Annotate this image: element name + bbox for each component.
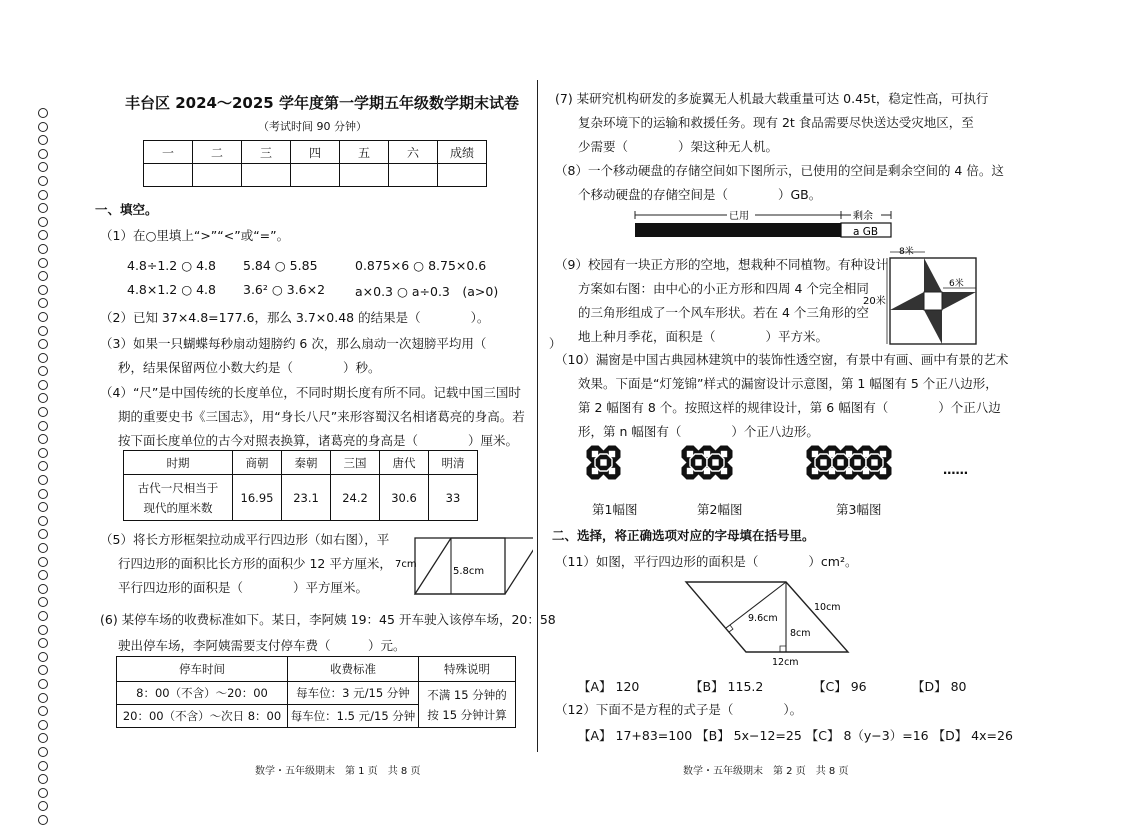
binding-hole: [38, 679, 48, 689]
fee-note: 不满 15 分钟的 按 15 分钟计算: [419, 682, 516, 728]
q10-caption: 第3幅图: [836, 502, 882, 517]
binding-hole: [38, 761, 48, 771]
binding-hole: [38, 393, 48, 403]
q7-text: 复杂环境下的运输和救援任务。现有 2t 食品需要尽快送达受灾地区，至: [578, 115, 974, 130]
binding-hole: [38, 693, 48, 703]
binding-hole: [38, 733, 48, 743]
score-cell[interactable]: [340, 164, 389, 187]
binding-hole: [38, 489, 48, 499]
binding-hole: [38, 720, 48, 730]
hole: [837, 459, 843, 465]
binding-hole: [38, 230, 48, 240]
q12-text: （12）下面不是方程的式子是（ ）。: [555, 702, 803, 717]
q7-text: (7) 某研究机构研发的多旋翼无人机最大载重量可达 0.45t，稳定性高，可执行: [555, 91, 989, 106]
q9-text: 地上种月季花，面积是（ ）平方米。: [578, 329, 829, 344]
q10-text: 第 2 幅图有 8 个。按照这样的规律设计，第 6 幅图有（ ）个正八边: [578, 400, 1001, 415]
binding-hole: [38, 516, 48, 526]
q5-text: 平行四边形的面积是（ ）平方厘米。: [118, 580, 369, 595]
binding-hole: [38, 638, 48, 648]
binding-hole: [38, 706, 48, 716]
score-header: 一: [144, 141, 193, 164]
q11-text: （11）如图，平行四边形的面积是（ ）cm²。: [555, 554, 858, 569]
q1-item: 4.8÷1.2 ○ 4.8: [127, 258, 216, 273]
q5-height-label: 5.8cm: [453, 566, 485, 577]
binding-hole: [38, 285, 48, 295]
binding-hole: [38, 570, 48, 580]
binding-hole: [38, 149, 48, 159]
q12-options[interactable]: 【A】 17+83=100 【B】 5x−12=25 【C】 8（y−3）=16 【D】 4x=26: [578, 728, 1013, 743]
binding-hole: [38, 652, 48, 662]
row-label: 古代一尺相当于 现代的厘米数: [124, 475, 233, 521]
table-cell: 8：00（不含）～20：00: [117, 682, 288, 705]
lattice-fig-2: [680, 442, 815, 498]
q10-text: （10）漏窗是中国古典园林建筑中的装饰性透空窗，有景中有画、画中有景的艺术: [555, 352, 1009, 367]
remain-amount: a GB: [853, 226, 879, 238]
binding-hole: [38, 502, 48, 512]
used-label: 已用: [729, 211, 749, 222]
used-bar: [635, 223, 841, 237]
q8-text: 个移动硬盘的存储空间是（ ）GB。: [578, 187, 822, 202]
table-cell: 16.95: [233, 475, 282, 521]
page-divider: [537, 80, 538, 752]
q7-text: 少需要（ ）架这种无人机。: [578, 139, 779, 154]
q5-text: （5）将长方形框架拉动成平行四边形（如右图），平: [100, 532, 390, 547]
binding-hole: [38, 271, 48, 281]
binding-hole: [38, 543, 48, 553]
q10-ellipsis: ……: [943, 462, 968, 477]
remain-label: 剩余: [853, 211, 873, 222]
q5-text: 行四边形的面积比长方形的面积少 12 平方厘米，: [118, 556, 392, 571]
q1-item: 0.875×6 ○ 8.75×0.6: [355, 258, 487, 273]
score-cell[interactable]: [291, 164, 340, 187]
binding-hole: [38, 203, 48, 213]
length-table: [123, 450, 478, 521]
binding-hole: [38, 122, 48, 132]
q1-item: 4.8×1.2 ○ 4.8: [127, 282, 216, 297]
score-header: 四: [291, 141, 340, 164]
binding-hole: [38, 557, 48, 567]
table-cell: 24.2: [331, 475, 380, 521]
q4-text: 按下面长度单位的古今对照表换算，诸葛亮的身高是（ ）厘米。: [118, 433, 519, 448]
score-cell[interactable]: [193, 164, 242, 187]
q10-text: 效果。下面是“灯笼锦”样式的漏窗设计示意图，第 1 幅图有 5 个正八边形，: [578, 376, 998, 391]
score-header: 五: [340, 141, 389, 164]
q8-figure: [633, 206, 895, 240]
table-cell: 30.6: [380, 475, 429, 521]
table-header: 三国: [331, 451, 380, 475]
table-header: 收费标准: [288, 657, 419, 682]
binding-hole: [38, 135, 48, 145]
table-header: 唐代: [380, 451, 429, 475]
score-table: [143, 140, 487, 187]
hole: [695, 459, 701, 465]
q10-text: 形，第 n 幅图有（ ）个正八边形。: [578, 424, 819, 439]
q11-option-c[interactable]: 【C】 96: [813, 679, 867, 694]
q9-text: 的三角形组成了一个风车形状。若在 4 个三角形的空: [578, 305, 869, 320]
q4-text: （4）“尺”是中国传统的长度单位，不同时期长度有所不同。记载中国三国时: [100, 385, 521, 400]
q1-text: （1）在○里填上“>”“<”或“=”。: [100, 228, 290, 243]
q3-text: （3）如果一只蝴蝶每秒扇动翅膀约 6 次，那么扇动一次翅膀平均用（ ）: [100, 336, 562, 351]
table-cell: 每车位：1.5 元/15 分钟: [288, 705, 419, 728]
score-header: 二: [193, 141, 242, 164]
q11-side-label: 10cm: [814, 602, 841, 613]
q9-figure: [863, 244, 983, 346]
binding-hole: [38, 407, 48, 417]
q2-text: （2）已知 37×4.8=177.6，那么 3.7×0.48 的结果是（ ）。: [100, 310, 490, 325]
page-footer-right: 数学・五年级期末 第 2 页 共 8 页: [683, 766, 849, 777]
table-cell: 每车位：3 元/15 分钟: [288, 682, 419, 705]
table-header: 时期: [124, 451, 233, 475]
table-header: 停车时间: [117, 657, 288, 682]
binding-hole: [38, 326, 48, 336]
binding-hole: [38, 298, 48, 308]
hole: [820, 459, 826, 465]
binding-hole: [38, 353, 48, 363]
q1-item: 5.84̇ ○ 5.85: [243, 258, 318, 273]
binding-hole: [38, 461, 48, 471]
table-cell: 20：00（不含）～次日 8：00: [117, 705, 288, 728]
exam-duration: （考试时间 90 分钟）: [258, 120, 367, 133]
binding-hole: [38, 448, 48, 458]
binding-hole: [38, 584, 48, 594]
binding-hole: [38, 244, 48, 254]
q1-item: a×0.3 ○ a÷0.3 (a>0): [355, 284, 499, 299]
q10-caption: 第2幅图: [697, 502, 743, 517]
binding-hole: [38, 366, 48, 376]
fee-table: [116, 656, 516, 728]
table-cell: 23.1: [282, 475, 331, 521]
q4-text: 期的重要史书《三国志》，用“身长八尺”来形容蜀汉名相诸葛亮的身高。若: [118, 409, 525, 424]
binding-hole: [38, 815, 48, 825]
q1-item: 3.6² ○ 3.6×2: [243, 282, 326, 297]
binding-hole: [38, 421, 48, 431]
binding-hole: [38, 625, 48, 635]
q8-text: （8）一个移动硬盘的存储空间如下图所示，已使用的空间是剩余空间的 4 倍。这: [555, 163, 1004, 178]
binding-hole: [38, 176, 48, 186]
binding-hole: [38, 258, 48, 268]
q9-text: （9）校园有一块正方形的空地，想栽种不同植物。有种设计: [555, 257, 888, 272]
q11-diag-label: 9.6cm: [748, 613, 778, 624]
binding-hole: [38, 611, 48, 621]
hole: [712, 459, 718, 465]
table-cell: 33: [429, 475, 478, 521]
score-cell[interactable]: [144, 164, 193, 187]
q3-text: 秒，结果保留两位小数大约是（ ）秒。: [118, 360, 381, 375]
score-cell[interactable]: [389, 164, 438, 187]
q11-figure: [682, 576, 852, 668]
q11-option-a[interactable]: 【A】 120: [578, 679, 640, 694]
score-header: 三: [242, 141, 291, 164]
page-footer-left: 数学・五年级期末 第 1 页 共 8 页: [255, 766, 421, 777]
section-1-heading: 一、填空。: [95, 202, 158, 217]
q11-height-label: 8cm: [790, 628, 811, 639]
binding-hole: [38, 774, 48, 784]
q9-right-label: 6米: [949, 279, 964, 289]
lattice-fig-3: [805, 442, 940, 498]
binding-hole: [38, 434, 48, 444]
score-header: 六: [389, 141, 438, 164]
table-header: 商朝: [233, 451, 282, 475]
binding-hole: [38, 339, 48, 349]
q6-text: (6) 某停车场的收费标准如下。某日，李阿姨 19：45 开车驶入该停车场，20：58: [100, 612, 556, 627]
q9-text: 方案如右图：由中心的小正方形和四周 4 个完全相同: [578, 281, 869, 296]
q11-option-d[interactable]: 【D】 80: [912, 679, 967, 694]
score-cell[interactable]: [438, 164, 487, 187]
table-header: 明清: [429, 451, 478, 475]
binding-hole: [38, 475, 48, 485]
q10-caption: 第1幅图: [592, 502, 638, 517]
binding-holes: [38, 108, 52, 828]
binding-hole: [38, 217, 48, 227]
binding-hole: [38, 747, 48, 757]
q11-option-b[interactable]: 【B】 115.2: [690, 679, 764, 694]
q6-text: 驶出停车场，李阿姨需要支付停车费（ ）元。: [118, 638, 406, 653]
q5-figure: [393, 530, 533, 600]
binding-hole: [38, 597, 48, 607]
hole: [600, 459, 606, 465]
q9-top-label: 8米: [899, 247, 914, 257]
binding-hole: [38, 162, 48, 172]
hole: [871, 459, 877, 465]
binding-hole: [38, 190, 48, 200]
score-header: 成绩: [438, 141, 487, 164]
table-header: 秦朝: [282, 451, 331, 475]
binding-hole: [38, 108, 48, 118]
binding-hole: [38, 801, 48, 811]
binding-hole: [38, 529, 48, 539]
hole: [854, 459, 860, 465]
q11-base-label: 12cm: [772, 657, 799, 668]
binding-hole: [38, 380, 48, 390]
section-2-heading: 二、选择，将正确选项对应的字母填在括号里。: [552, 528, 815, 543]
score-cell[interactable]: [242, 164, 291, 187]
binding-hole: [38, 665, 48, 675]
table-header: 特殊说明: [419, 657, 516, 682]
q5-side-label: 7cm: [395, 559, 417, 570]
binding-hole: [38, 312, 48, 322]
exam-title: 丰台区 2024～2025 学年度第一学期五年级数学期末试卷: [125, 94, 519, 112]
q9-side-label: 20米: [863, 296, 886, 307]
